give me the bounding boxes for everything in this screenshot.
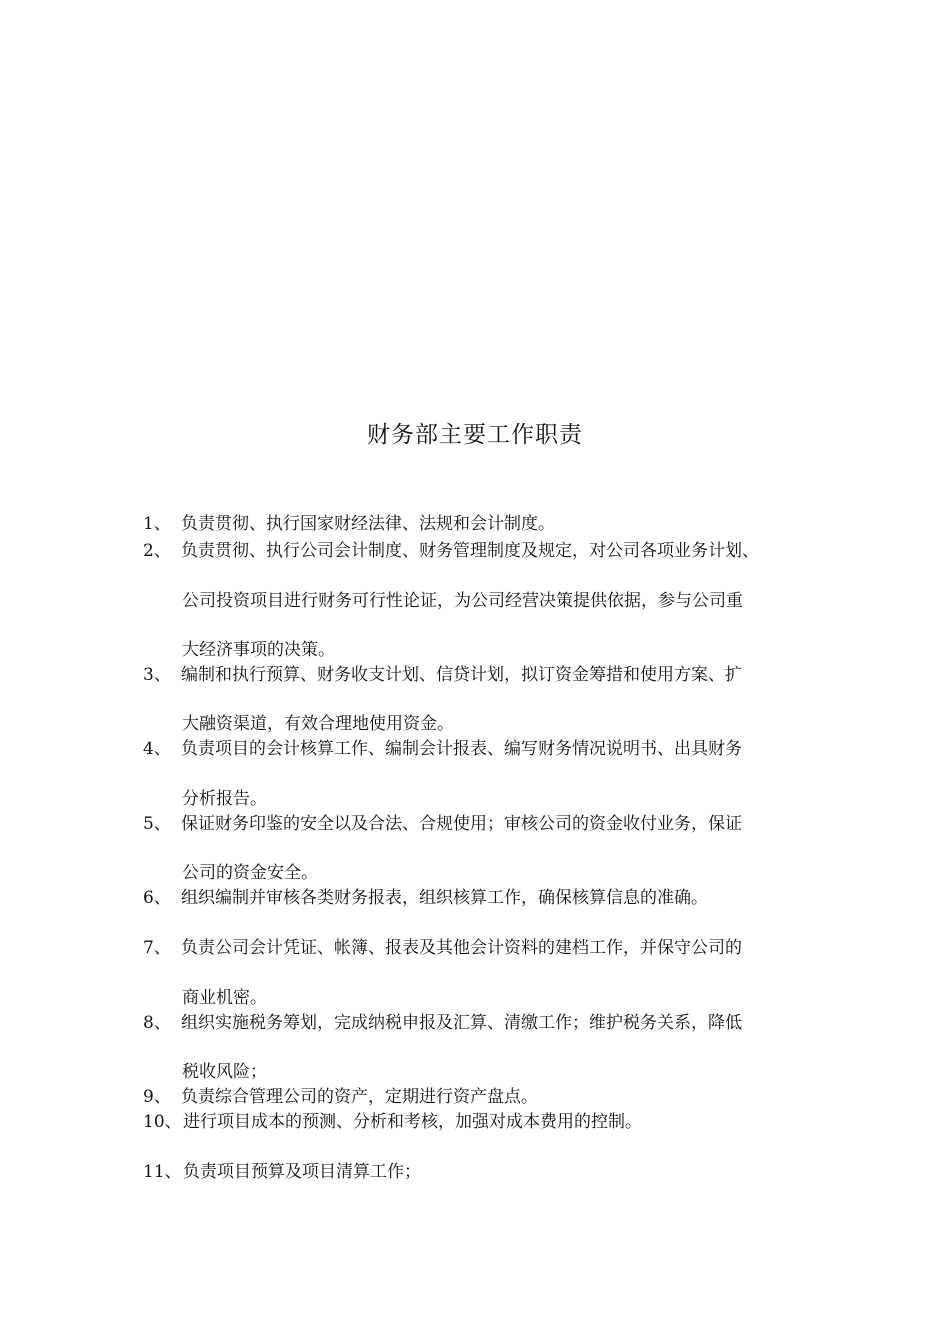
item-text: 负责项目的会计核算工作、编制会计报表、编写财务情况说明书、出具财务 <box>181 739 742 759</box>
item-continuation: 公司的资金安全。 <box>182 863 318 883</box>
item-number: 10、 <box>143 1112 182 1132</box>
item-text: 负责公司会计凭证、帐簿、报表及其他会计资料的建档工作，并保守公司的 <box>181 938 742 958</box>
item-number: 6、 <box>143 888 171 908</box>
list-item <box>143 512 555 536</box>
item-continuation: 分析报告。 <box>182 789 267 809</box>
list-item <box>143 1110 642 1134</box>
item-continuation: 大经济事项的决策。 <box>182 640 335 660</box>
list-item <box>143 663 742 687</box>
item-text: 负责综合管理公司的资产，定期进行资产盘点。 <box>181 1087 538 1107</box>
item-number: 8、 <box>143 1013 171 1033</box>
list-item <box>143 812 742 836</box>
item-continuation: 商业机密。 <box>182 988 267 1008</box>
item-text: 编制和执行预算、财务收支计划、信贷计划，拟订资金筹措和使用方案、扩 <box>181 665 742 685</box>
item-number: 4、 <box>143 739 171 759</box>
list-item <box>143 886 708 910</box>
item-text: 组织实施税务筹划，完成纳税申报及汇算、清缴工作；维护税务关系，降低 <box>181 1013 742 1033</box>
item-continuation: 公司投资项目进行财务可行性论证，为公司经营决策提供依据，参与公司重 <box>182 591 743 611</box>
item-number: 3、 <box>143 665 171 685</box>
item-continuation: 税收风险； <box>182 1062 267 1082</box>
list-item <box>143 936 742 960</box>
list-item <box>143 1160 421 1184</box>
page-title: 财务部主要工作职责 <box>367 422 583 448</box>
list-item <box>143 539 759 563</box>
item-text: 保证财务印鉴的安全以及合法、合规使用；审核公司的资金收付业务，保证 <box>181 814 742 834</box>
item-number: 5、 <box>143 814 171 834</box>
list-item <box>143 1011 742 1035</box>
item-number: 11、 <box>143 1162 182 1182</box>
item-text: 负责项目预算及项目清算工作； <box>183 1162 421 1182</box>
item-number: 7、 <box>143 938 171 958</box>
item-text: 组织编制并审核各类财务报表，组织核算工作，确保核算信息的准确。 <box>181 888 708 908</box>
item-continuation: 大融资渠道，有效合理地使用资金。 <box>182 714 454 734</box>
item-number: 1、 <box>143 514 171 534</box>
list-item <box>143 737 742 761</box>
item-text: 负责贯彻、执行公司会计制度、财务管理制度及规定，对公司各项业务计划、 <box>181 541 759 561</box>
item-text: 负责贯彻、执行国家财经法律、法规和会计制度。 <box>181 514 555 534</box>
list-item <box>143 1085 538 1109</box>
item-number: 2、 <box>143 541 171 561</box>
item-text: 进行项目成本的预测、分析和考核，加强对成本费用的控制。 <box>183 1112 642 1132</box>
item-number: 9、 <box>143 1087 171 1107</box>
